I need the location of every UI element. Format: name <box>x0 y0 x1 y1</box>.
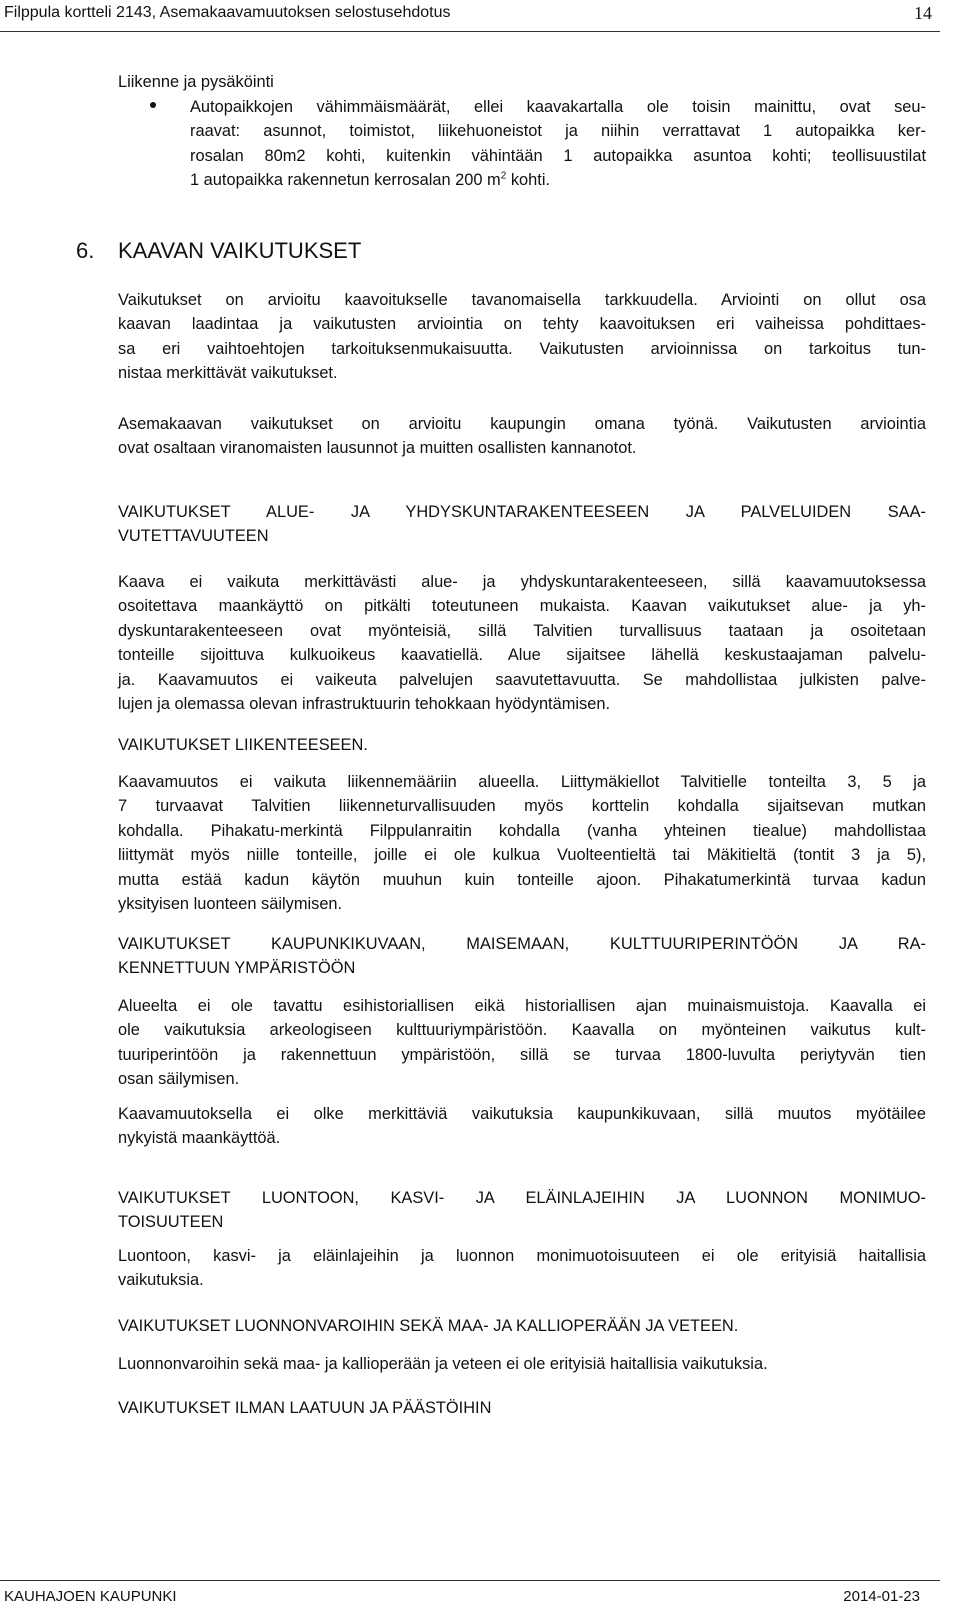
text-line: KENNETTUUN YMPÄRISTÖÖN <box>118 959 356 978</box>
text-line: liittymät myös niille tonteille, joille ei ole kulkua Vuolteentieltä tai Mäkitieltä (tontit 3 ja 5), <box>118 846 926 865</box>
text-line: lujen ja olemassa olevan infrastruktuurin tehokkaan hyödyntämisen. <box>118 695 610 714</box>
footer-organization: KAUHAJOEN KAUPUNKI <box>4 1588 177 1605</box>
text-line: 7 turvaavat Talvitien liikenneturvallisuuden myös korttelin kohdalla sijaitsevan mutkan <box>118 797 926 816</box>
text-line: ja. Kaavamuutos ei vaikeuta palvelujen saavutettavuutta. Se mahdollistaa julkisten palve- <box>118 670 926 689</box>
text-line: tuuriperintöön ja rakennettuun ympäristöön, sillä se turvaa 1800-luvulta periytyvän tien <box>118 1045 926 1064</box>
text-line: VUTETTAVUUTEEN <box>118 527 269 546</box>
air-heading: VAIKUTUKSET ILMAN LAATUUN JA PÄÄSTÖIHIN <box>118 1399 492 1417</box>
text-line: vaikutuksia. <box>118 1271 204 1290</box>
page-number: 14 <box>914 3 932 23</box>
townscape-body-1 <box>118 994 926 1092</box>
text-line: VAIKUTUKSET ALUE- JA YHDYSKUNTARAKENTEESEEN JA PALVELUIDEN SAA- <box>118 503 926 521</box>
intro-paragraph-2 <box>118 412 926 461</box>
document-title: Filppula kortteli 2143, Asemakaavamuutoksen selostusehdotus <box>4 4 451 21</box>
structure-body <box>118 570 926 716</box>
text-line: mutta estää kadun käytön muuhun kuin tonteille ajoon. Pihakatumerkintä turvaa kadun <box>118 870 926 889</box>
text-line: Asemakaavan vaikutukset on arvioitu kaupungin omana työnä. Vaikutusten arviointia <box>118 415 926 433</box>
resources-heading: VAIKUTUKSET LUONNONVAROIHIN SEKÄ MAA- JA KALLIOPERÄÄN JA VETEEN. <box>118 1317 739 1335</box>
structure-heading <box>118 500 926 549</box>
header-divider <box>0 31 940 32</box>
section-title <box>76 238 361 264</box>
superscript: 2 <box>500 170 507 182</box>
text-line: rosalan 80m2 kohti, kuitenkin vähintään 1 autopaikka asuntoa kohti; teollisuustilat <box>190 146 926 165</box>
resources-body: Luonnonvaroihin sekä maa- ja kallioperään ja veteen ei ole erityisiä haitallisia vaikutuksia. <box>118 1355 768 1373</box>
text-line: VAIKUTUKSET LUONTOON, KASVI- JA ELÄINLAJEIHIN JA LUONNON MONIMUO- <box>118 1189 926 1207</box>
text-line: ovat osaltaan viranomaisten lausunnot ja muitten osallisten kannanotot. <box>118 439 637 458</box>
page-header <box>0 0 960 34</box>
section-title-text: KAAVAN VAIKUTUKSET <box>118 238 362 263</box>
text-line: nistaa merkittävät vaikutukset. <box>118 364 338 383</box>
text-line: Kaavamuutoksella ei olke merkittäviä vaikutuksia kaupunkikuvaan, sillä muutos myötäilee <box>118 1105 926 1123</box>
nature-body <box>118 1244 926 1293</box>
page-footer <box>0 1580 940 1620</box>
text-fragment: kohti. <box>506 171 551 190</box>
text-line <box>190 168 926 192</box>
text-line: kaavan laadintaa ja vaikutusten arviointia on tehty kaavoituksen eri vaiheissa pohdittaes- <box>118 315 926 334</box>
text-fragment: 1 autopaikka rakennetun kerrosalan 200 m <box>190 171 501 190</box>
text-line: TOISUUTEEN <box>118 1213 224 1232</box>
townscape-heading <box>118 932 926 981</box>
nature-heading <box>118 1186 926 1235</box>
text-line: yksityisen luonteen säilymisen. <box>118 895 343 914</box>
text-line: tonteille sijoittuva kulkuoikeus kaavatiellä. Alue sijaitsee lähellä keskustaajaman palvelu- <box>118 646 926 665</box>
text-line: dyskuntarakenteeseen ovat myönteisiä, sillä Talvitien turvallisuus taataan ja osoitetaan <box>118 621 926 640</box>
text-line: sa eri vaihtoehtojen tarkoituksenmukaisuutta. Vaikutusten arvioinnissa on tarkoitus tun- <box>118 339 926 358</box>
section-number: 6. <box>76 238 95 263</box>
text-line: Luontoon, kasvi- ja eläinlajeihin ja luonnon monimuotoisuuteen ei ole erityisiä haitallisia <box>118 1247 926 1265</box>
text-line: kohdalla. Pihakatu-merkintä Filppulanraitin kohdalla (vanha yhteinen tiealue) mahdollistaa <box>118 821 926 840</box>
traffic-body <box>118 770 926 916</box>
footer-date: 2014-01-23 <box>843 1588 920 1605</box>
text-line: Autopaikkojen vähimmäismäärät, ellei kaavakartalla ole toisin mainittu, ovat seu- <box>190 98 926 116</box>
text-line: Kaavamuutos ei vaikuta liikennemääriin alueella. Liittymäkiellot Talvitielle tonteilta 3, 5 ja <box>118 773 926 791</box>
traffic-heading: VAIKUTUKSET LIIKENTEESEEN. <box>118 736 368 754</box>
text-line: Kaava ei vaikuta merkittävästi alue- ja yhdyskuntarakenteeseen, sillä kaavamuutoksessa <box>118 573 926 591</box>
text-line: ole vaikutuksia arkeologiseen kulttuuriympäristöön. Kaavalla on myönteinen vaikutus kult- <box>118 1021 926 1040</box>
text-line: osoitettava maankäyttö on pitkälti toteutuneen mukaista. Kaavan vaikutukset alue- ja yh- <box>118 597 926 616</box>
text-line: Vaikutukset on arvioitu kaavoitukselle tavanomaisella tarkkuudella. Arviointi on ollut osa <box>118 291 926 309</box>
intro-paragraph-1 <box>118 288 926 386</box>
text-line: osan säilymisen. <box>118 1070 240 1089</box>
townscape-body-2 <box>118 1102 926 1151</box>
parking-bullet <box>190 95 926 193</box>
footer-divider <box>0 1580 940 1581</box>
text-line: raavat: asunnot, toimistot, liikehuoneistot ja niihin verrattavat 1 autopaikka ker- <box>190 122 926 141</box>
text-line: nykyistä maankäyttöä. <box>118 1129 281 1148</box>
text-line: Alueelta ei ole tavattu esihistoriallisen eikä historiallisen ajan muinaismuistoja. Kaavalla ei <box>118 997 926 1015</box>
bullet-icon <box>150 102 156 108</box>
text-line: VAIKUTUKSET KAUPUNKIKUVAAN, MAISEMAAN, KULTTUURIPERINTÖÖN JA RA- <box>118 935 926 953</box>
parking-heading: Liikenne ja pysäköinti <box>118 73 274 91</box>
